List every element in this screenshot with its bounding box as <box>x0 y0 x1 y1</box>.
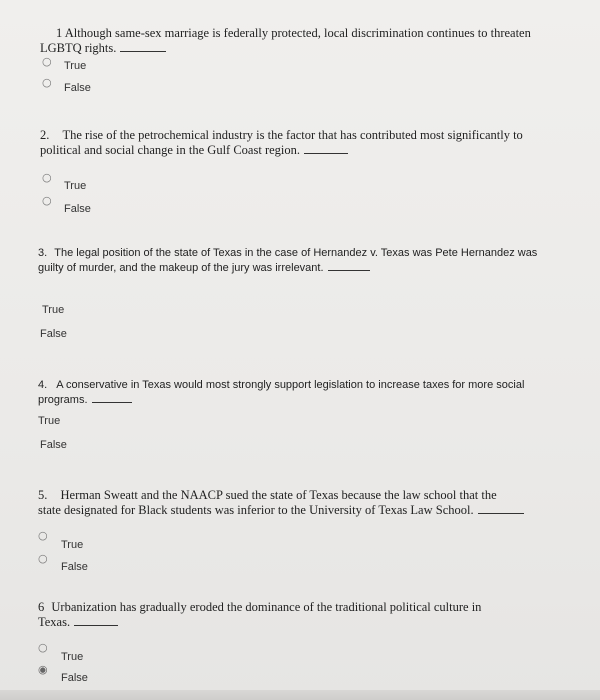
option-false: False <box>64 82 91 94</box>
question-text: Although same-sex marriage is federally protected, local discrimination continues to threaten <box>64 26 531 40</box>
option-true: True <box>61 651 84 663</box>
bottom-edge <box>0 690 600 700</box>
question-text: A conservative in Texas would most strongly support legislation to increase taxes for more social <box>56 379 525 391</box>
radio-empty-icon[interactable]: ○ <box>42 171 52 184</box>
answer-blank <box>120 51 166 52</box>
question-3 <box>38 246 583 276</box>
radio-empty-icon[interactable]: ○ <box>42 55 52 68</box>
answer-blank <box>304 153 348 154</box>
question-5 <box>38 488 588 518</box>
option-false[interactable]: False <box>40 439 67 451</box>
radio-empty-icon[interactable]: ○ <box>38 641 48 654</box>
question-text: The rise of the petrochemical industry is the factor that has contributed most significantly to <box>62 128 523 142</box>
question-text-continued: LGBTQ rights. <box>40 41 117 55</box>
radio-empty-icon[interactable]: ○ <box>42 76 52 89</box>
option-false: False <box>61 561 88 573</box>
question-text-continued: political and social change in the Gulf Coast region. <box>40 143 300 157</box>
question-text-continued: guilty of murder, and the makeup of the jury was irrelevant. <box>38 262 324 274</box>
option-false-selected: False <box>61 672 88 684</box>
answer-blank <box>328 270 370 271</box>
question-2 <box>40 128 580 158</box>
question-text-continued: Texas. <box>38 615 71 629</box>
radio-selected-icon[interactable]: ◉ <box>38 663 48 676</box>
question-number: 2. <box>40 128 50 142</box>
option-true: True <box>61 539 84 551</box>
option-true[interactable]: True <box>42 304 65 316</box>
question-4 <box>38 378 583 408</box>
answer-blank <box>478 513 524 514</box>
question-6 <box>38 600 578 630</box>
question-text: Urbanization has gradually eroded the dominance of the traditional political culture in <box>51 600 482 614</box>
question-number: 5. <box>38 488 48 502</box>
question-number: 6 <box>38 600 45 614</box>
option-true: True <box>64 180 87 192</box>
question-text: The legal position of the state of Texas in the case of Hernandez v. Texas was Pete Hernandez was <box>54 247 538 259</box>
question-text-continued: programs. <box>38 394 88 406</box>
option-false[interactable]: False <box>40 328 67 340</box>
radio-empty-icon[interactable]: ○ <box>38 529 48 542</box>
question-number: 1 <box>56 26 63 40</box>
question-text: Herman Sweatt and the NAACP sued the state of Texas because the law school that the <box>60 488 497 502</box>
answer-blank <box>74 625 118 626</box>
question-text-continued: state designated for Black students was inferior to the University of Texas Law School. <box>38 503 474 517</box>
option-false: False <box>64 203 91 215</box>
question-number: 3. <box>38 247 48 259</box>
question-number: 4. <box>38 379 48 391</box>
radio-empty-icon[interactable]: ○ <box>42 194 52 207</box>
option-true[interactable]: True <box>38 415 61 427</box>
radio-empty-icon[interactable]: ○ <box>38 552 48 565</box>
answer-blank <box>92 402 132 403</box>
option-true: True <box>64 60 87 72</box>
question-1 <box>40 26 580 56</box>
